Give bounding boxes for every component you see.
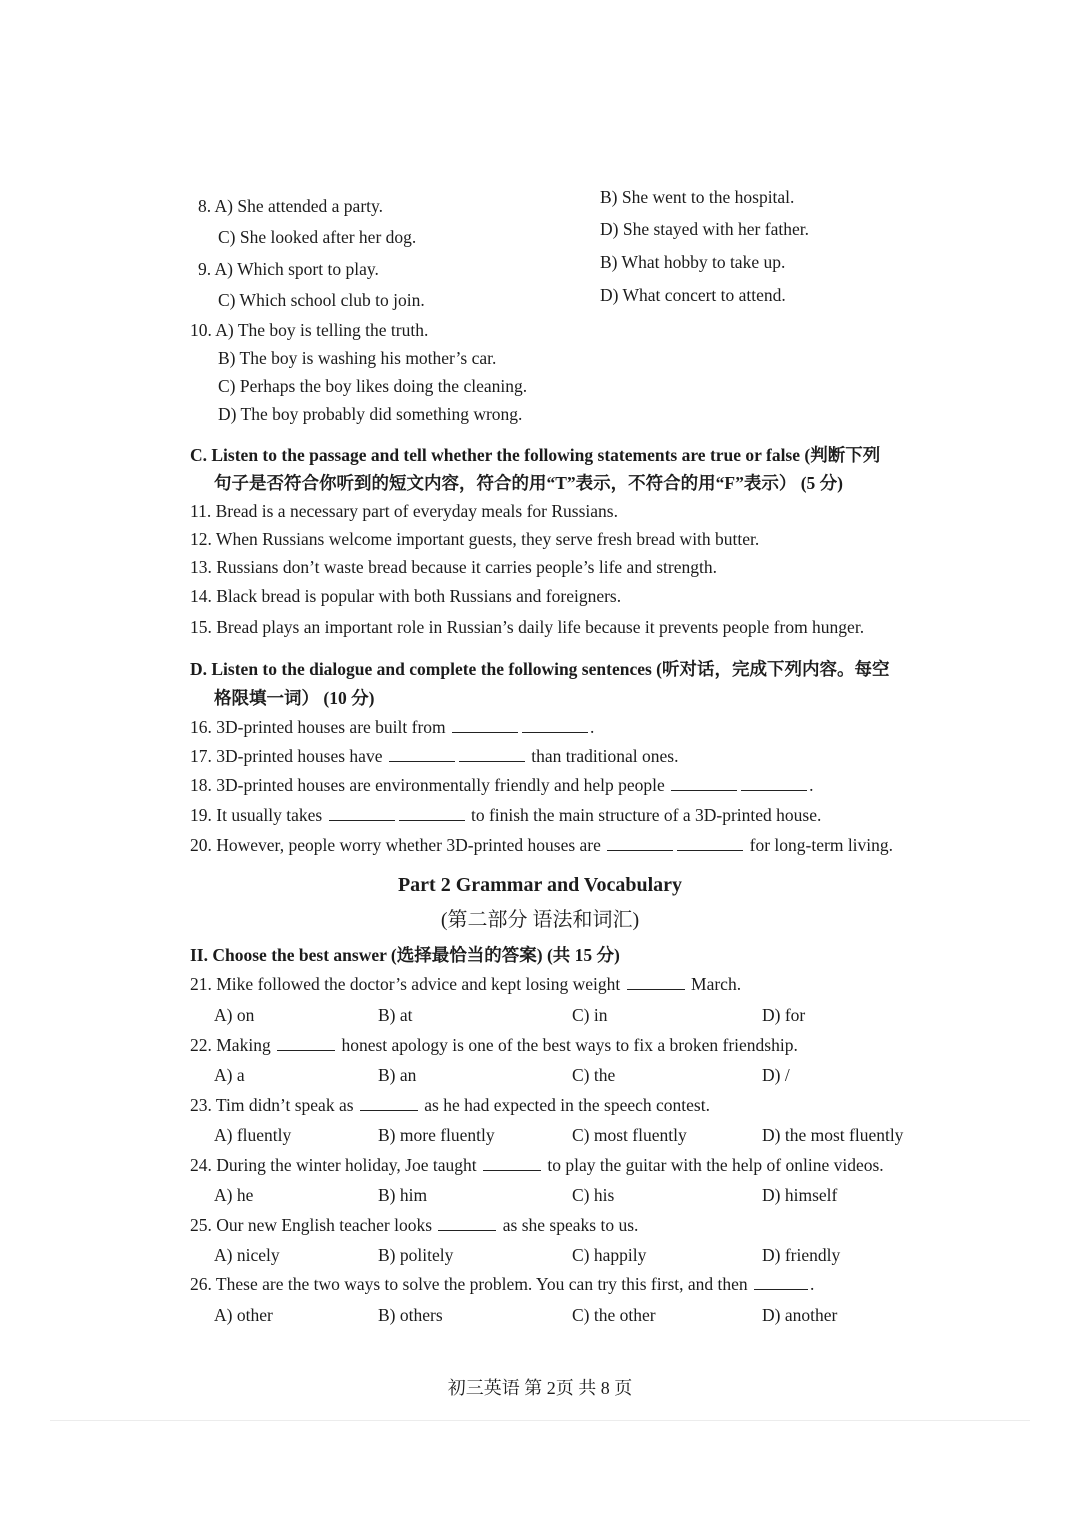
q26-blank[interactable] [754, 1275, 808, 1290]
q24-option-a: A) he [214, 1185, 254, 1205]
q26-stem-end: . [810, 1274, 815, 1294]
q10-option-a: A) The boy is telling the truth. [215, 320, 429, 340]
q26-stem: 26. These are the two ways to solve the problem. You can try this first, and then [190, 1274, 748, 1294]
statement-11: 11. Bread is a necessary part of everyday meals for Russians. [190, 501, 618, 521]
fill-17-blank-1[interactable] [389, 747, 455, 762]
q26-option-c: C) the other [572, 1305, 656, 1325]
q23-option-a: A) fluently [214, 1125, 292, 1145]
fill-17-blank-2[interactable] [459, 747, 525, 762]
q21-option-a: A) on [214, 1005, 255, 1025]
q8-option-a: A) She attended a party. [214, 196, 384, 216]
fill-16-blank-1[interactable] [452, 718, 518, 733]
fill-20-end: for long-term living. [749, 835, 894, 855]
q9-row-1 [198, 258, 379, 280]
q10-option-b: B) The boy is washing his mother’s car. [218, 348, 497, 368]
fill-16-end: . [590, 717, 595, 737]
fill-16-text: 16. 3D-printed houses are built from [190, 717, 446, 737]
fill-16-blank-2[interactable] [522, 718, 588, 733]
q10-option-c: C) Perhaps the boy likes doing the cleaning. [218, 376, 528, 396]
question-22 [190, 1034, 798, 1056]
section-c-heading-2: 句子是否符合你听到的短文内容，符合的用“T”表示，不符合的用“F”表示） (5 分) [214, 473, 844, 493]
q25-option-b: B) politely [378, 1245, 454, 1265]
statement-14: 14. Black bread is popular with both Russians and foreigners. [190, 586, 622, 606]
fill-20-blank-2[interactable] [677, 836, 743, 851]
part2-title: Part 2 Grammar and Vocabulary [397, 874, 683, 896]
q9-option-a: A) Which sport to play. [214, 259, 379, 279]
q21-option-c: C) in [572, 1005, 608, 1025]
section-d-heading-2: 格限填一词） (10 分) [214, 688, 375, 708]
section-ii-heading: II. Choose the best answer (选择最恰当的答案) (共 15 分) [190, 945, 620, 965]
question-21 [190, 973, 741, 995]
q8-option-c: C) She looked after her dog. [218, 227, 417, 247]
q22-option-d: D) / [762, 1065, 790, 1085]
fill-20 [190, 834, 893, 856]
question-23 [190, 1094, 710, 1116]
q8-option-b: B) She went to the hospital. [600, 187, 795, 207]
q9-option-b: B) What hobby to take up. [600, 252, 786, 272]
fill-19-blank-2[interactable] [399, 806, 465, 821]
fill-19-text: 19. It usually takes [190, 805, 323, 825]
statement-15: 15. Bread plays an important role in Russian’s daily life because it prevents people from hunger. [190, 617, 865, 637]
statement-12: 12. When Russians welcome important guests, they serve fresh bread with butter. [190, 529, 760, 549]
section-d-heading-1: D. Listen to the dialogue and complete the following sentences (听对话，完成下列内容。每空 [190, 659, 890, 679]
q25-option-d: D) friendly [762, 1245, 841, 1265]
fill-18 [190, 774, 814, 796]
q9-option-c: C) Which school club to join. [218, 290, 425, 310]
q23-stem-end: as he had expected in the speech contest. [424, 1095, 710, 1115]
question-24 [190, 1154, 884, 1176]
q24-blank[interactable] [483, 1156, 541, 1171]
q9-option-d: D) What concert to attend. [600, 285, 786, 305]
q22-option-a: A) a [214, 1065, 245, 1085]
q24-stem: 24. During the winter holiday, Joe taught [190, 1155, 477, 1175]
q8-number: 8. [198, 196, 212, 216]
q25-blank[interactable] [438, 1216, 496, 1231]
fill-16 [190, 716, 594, 738]
fill-20-blank-1[interactable] [607, 836, 673, 851]
q23-option-b: B) more fluently [378, 1125, 495, 1145]
question-25 [190, 1214, 638, 1236]
q10-row-1 [190, 319, 428, 341]
fill-18-blank-2[interactable] [741, 776, 807, 791]
q21-stem-end: March. [691, 974, 742, 994]
q23-blank[interactable] [360, 1096, 418, 1111]
section-c-heading-1: C. Listen to the passage and tell whether the following statements are true or false (判断下列 [190, 445, 881, 465]
q25-option-a: A) nicely [214, 1245, 280, 1265]
q21-blank[interactable] [627, 975, 685, 990]
q8-row-1 [198, 195, 383, 217]
q10-option-d: D) The boy probably did something wrong. [218, 404, 523, 424]
q26-option-a: A) other [214, 1305, 273, 1325]
fill-19 [190, 804, 821, 826]
q21-option-d: D) for [762, 1005, 806, 1025]
q26-option-b: B) others [378, 1305, 443, 1325]
q21-option-b: B) at [378, 1005, 413, 1025]
fill-18-blank-1[interactable] [671, 776, 737, 791]
q24-option-d: D) himself [762, 1185, 838, 1205]
q23-option-d: D) the most fluently [762, 1125, 904, 1145]
fill-17-end: than traditional ones. [531, 746, 679, 766]
fill-18-end: . [809, 775, 814, 795]
statement-13: 13. Russians don’t waste bread because it carries people’s life and strength. [190, 557, 717, 577]
q10-number: 10. [190, 320, 212, 340]
question-26 [190, 1273, 814, 1295]
q8-option-d: D) She stayed with her father. [600, 219, 809, 239]
q25-option-c: C) happily [572, 1245, 647, 1265]
fill-19-end: to finish the main structure of a 3D-printed house. [470, 805, 822, 825]
q22-stem: 22. Making [190, 1035, 271, 1055]
q21-stem: 21. Mike followed the doctor’s advice and kept losing weight [190, 974, 621, 994]
fill-17-text: 17. 3D-printed houses have [190, 746, 383, 766]
fill-19-blank-1[interactable] [329, 806, 395, 821]
q26-option-d: D) another [762, 1305, 838, 1325]
q23-stem: 23. Tim didn’t speak as [190, 1095, 354, 1115]
page-edge-divider [50, 1420, 1030, 1421]
fill-18-text: 18. 3D-printed houses are environmentally friendly and help people [190, 775, 665, 795]
q9-number: 9. [198, 259, 212, 279]
q25-stem: 25. Our new English teacher looks [190, 1215, 433, 1235]
q22-stem-end: honest apology is one of the best ways to fix a broken friendship. [341, 1035, 798, 1055]
q24-option-b: B) him [378, 1185, 428, 1205]
fill-17 [190, 745, 678, 767]
q23-option-c: C) most fluently [572, 1125, 687, 1145]
q22-option-b: B) an [378, 1065, 417, 1085]
q24-stem-end: to play the guitar with the help of online videos. [547, 1155, 884, 1175]
part2-subtitle: (第二部分 语法和词汇) [440, 909, 640, 931]
fill-20-text: 20. However, people worry whether 3D-printed houses are [190, 835, 601, 855]
page-footer: 初三英语 第 2页 共 8 页 [447, 1378, 633, 1398]
q22-blank[interactable] [277, 1036, 335, 1051]
q24-option-c: C) his [572, 1185, 615, 1205]
q22-option-c: C) the [572, 1065, 616, 1085]
q25-stem-end: as she speaks to us. [502, 1215, 639, 1235]
